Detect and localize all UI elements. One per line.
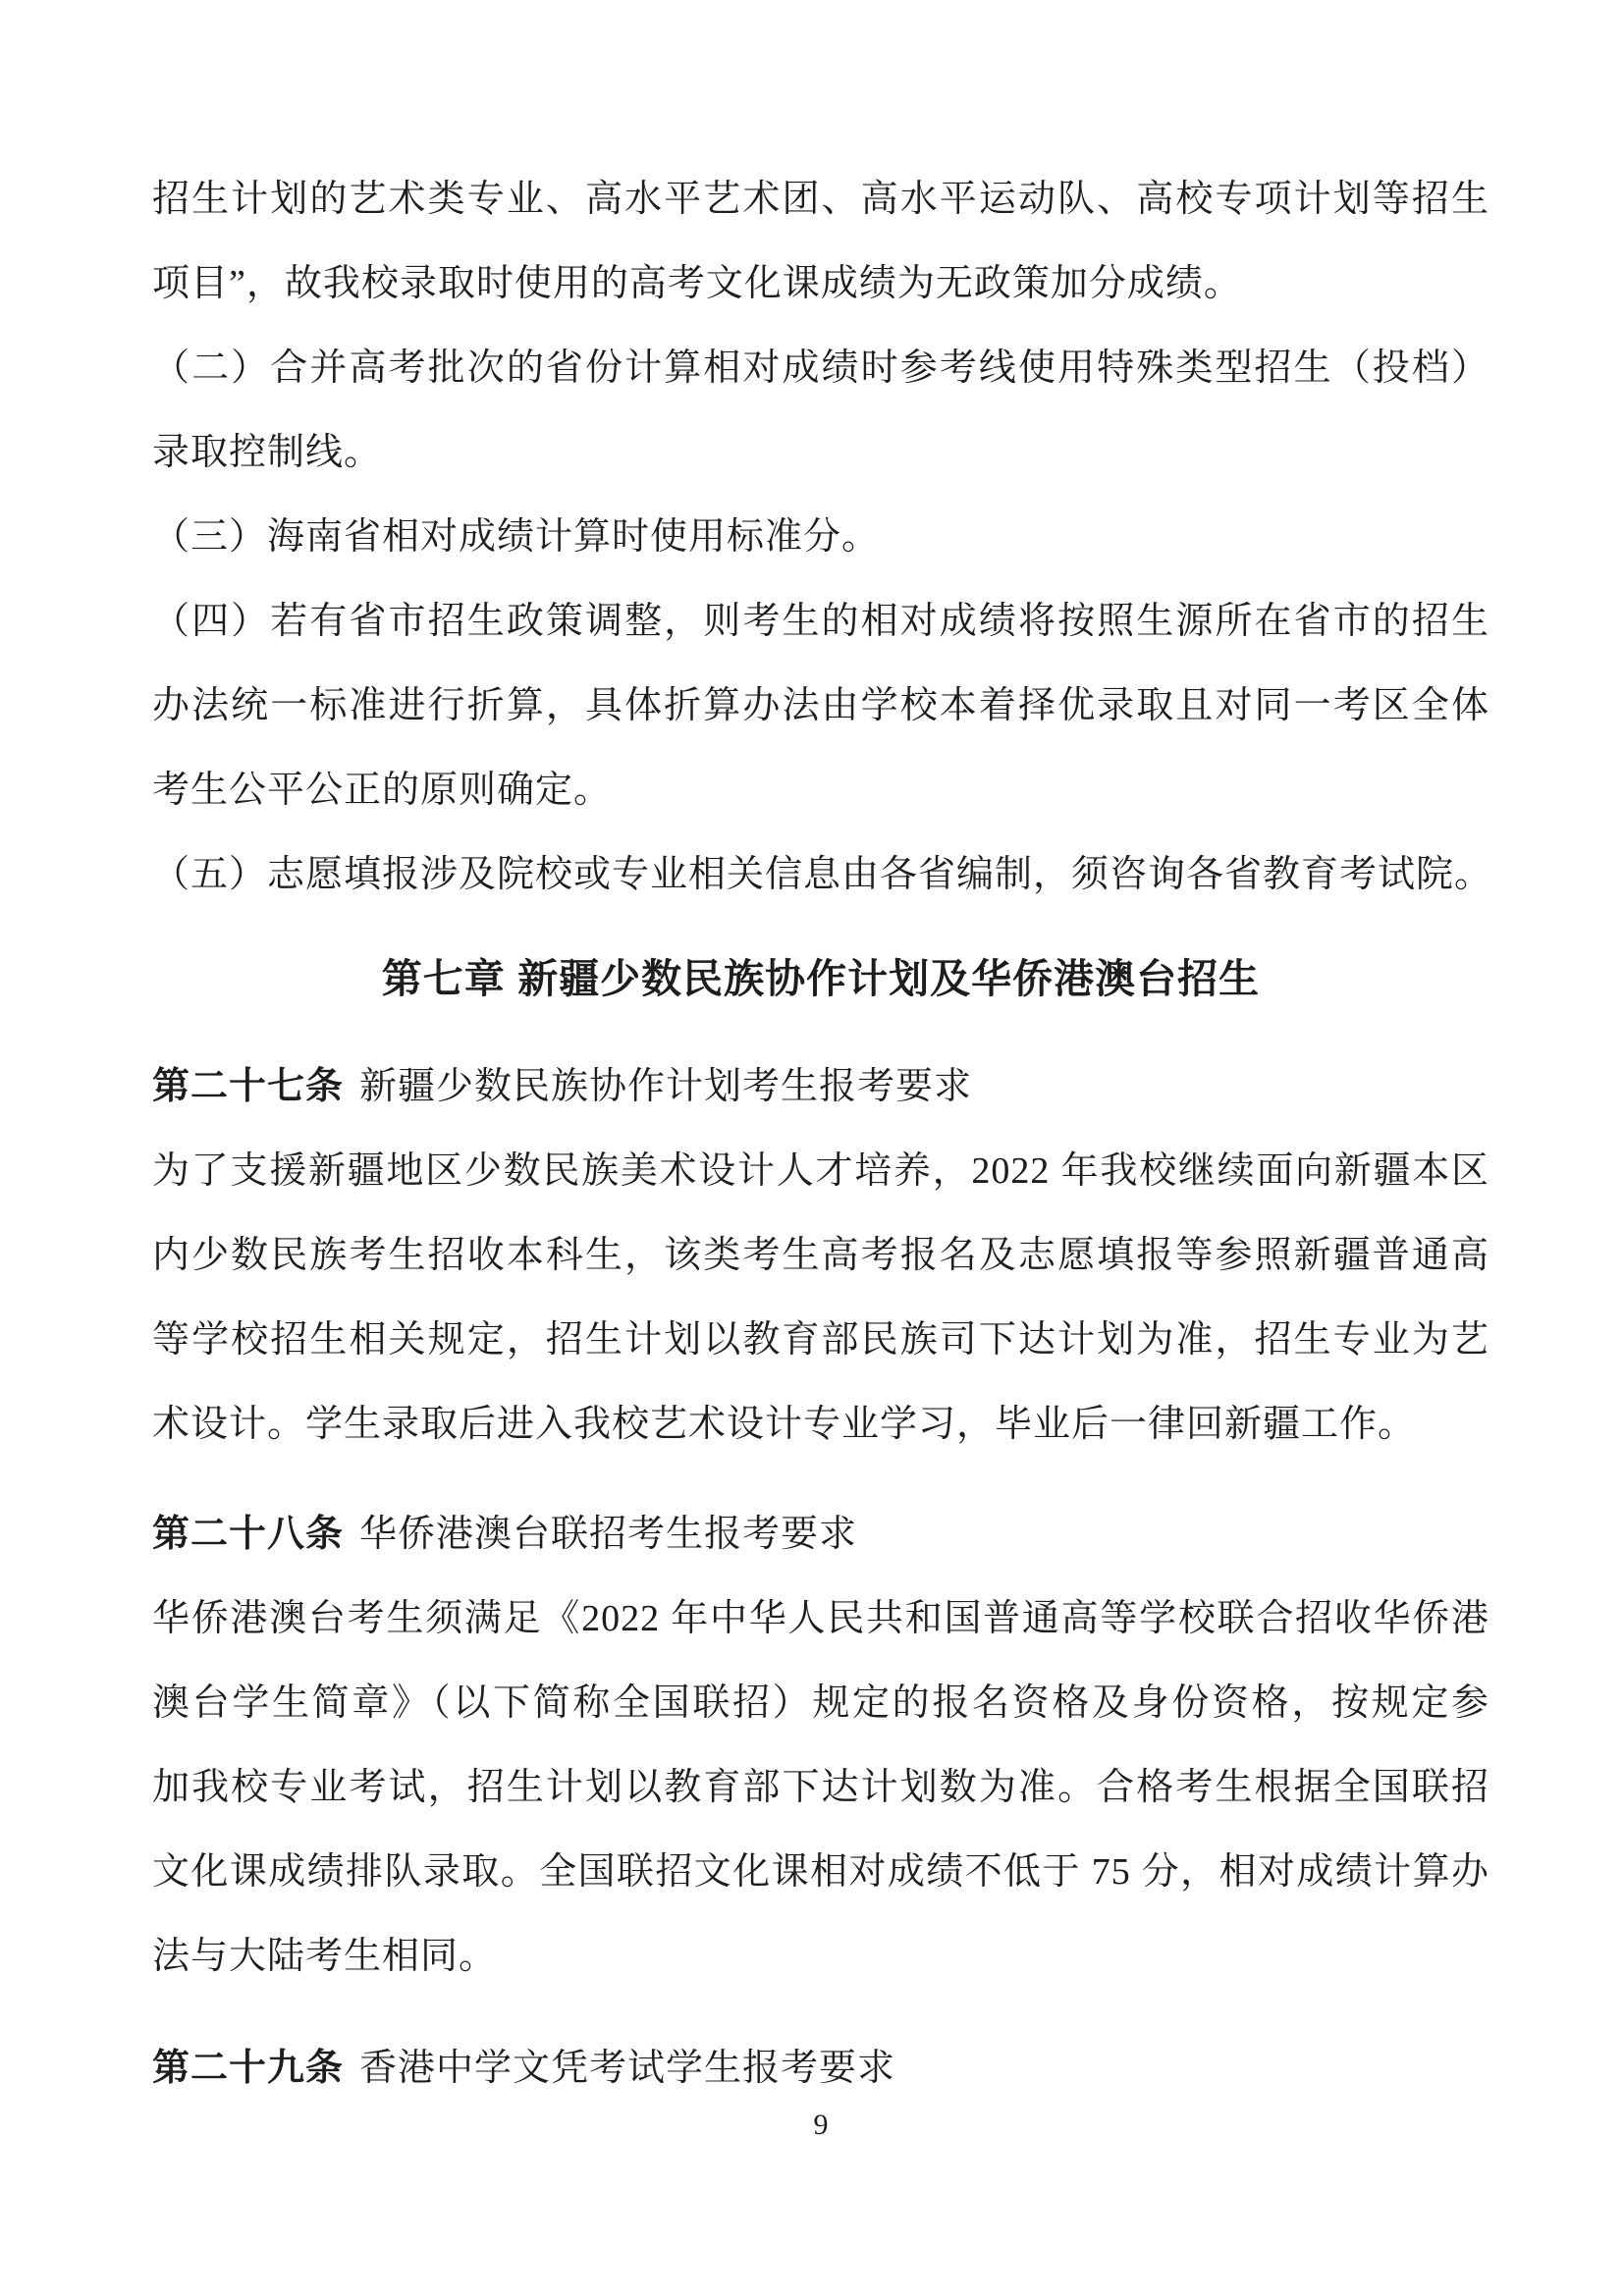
article-title: 香港中学文凭考试学生报考要求 [359, 2048, 896, 2089]
body-line: （四）若有省市招生政策调整，则考生的相对成绩将按照生源所在省市的招生 [152, 601, 1489, 642]
body-line: 招生计划的艺术类专业、高水平艺术团、高水平运动队、高校专项计划等招生 [152, 179, 1489, 220]
body-line: 文化课成绩排队录取。全国联招文化课相对成绩不低于 75 分，相对成绩计算办 [152, 1851, 1489, 1893]
body-line: 华侨港澳台考生须满足《2022 年中华人民共和国普通高等学校联合招收华侨港 [152, 1598, 1489, 1639]
article-29-heading [152, 2026, 1489, 2110]
article-number: 第二十九条 [152, 2048, 345, 2089]
body-line: （二）合并高考批次的省份计算相对成绩时参考线使用特殊类型招生（投档） [152, 347, 1489, 389]
body-line: 项目”，故我校录取时使用的高考文化课成绩为无政策加分成绩。 [152, 263, 1242, 304]
article-number: 第二十七条 [152, 1066, 345, 1107]
body-line: 为了支援新疆地区少数民族美术设计人才培养，2022 年我校继续面向新疆本区 [152, 1150, 1489, 1192]
article-28-heading [152, 1492, 1489, 1576]
chapter-heading: 第七章 新疆少数民族协作计划及华侨港澳台招生 [381, 956, 1261, 1001]
body-line: 澳台学生简章》（以下简称全国联招）规定的报名资格及身份资格，按规定参 [152, 1682, 1489, 1724]
body-line: 法与大陆考生相同。 [152, 1936, 498, 1977]
body-line: 办法统一标准进行折算，具体折算办法由学校本着择优录取且对同一考区全体 [152, 685, 1489, 726]
page-number: 9 [813, 2109, 829, 2141]
body-line: 加我校专业考试，招生计划以教育部下达计划数为准。合格考生根据全国联招 [152, 1767, 1489, 1808]
body-line: 录取控制线。 [152, 432, 383, 473]
article-number: 第二十八条 [152, 1514, 345, 1555]
body-line: （三）海南省相对成绩计算时使用标准分。 [152, 516, 881, 558]
body-line: 内少数民族考生招收本科生，该类考生高考报名及志愿填报等参照新疆普通高 [152, 1235, 1489, 1276]
body-line: 考生公平公正的原则确定。 [152, 770, 613, 811]
body-line: （五）志愿填报涉及院校或专业相关信息由各省编制，须咨询各省教育考试院。 [152, 854, 1493, 895]
article-27-heading [152, 1044, 1489, 1129]
article-title: 华侨港澳台联招考生报考要求 [359, 1514, 858, 1555]
article-title: 新疆少数民族协作计划考生报考要求 [359, 1066, 973, 1107]
body-line: 术设计。学生录取后进入我校艺术设计专业学习，毕业后一律回新疆工作。 [152, 1404, 1417, 1445]
body-line: 等学校招生相关规定，招生计划以教育部民族司下达计划为准，招生专业为艺 [152, 1319, 1489, 1361]
